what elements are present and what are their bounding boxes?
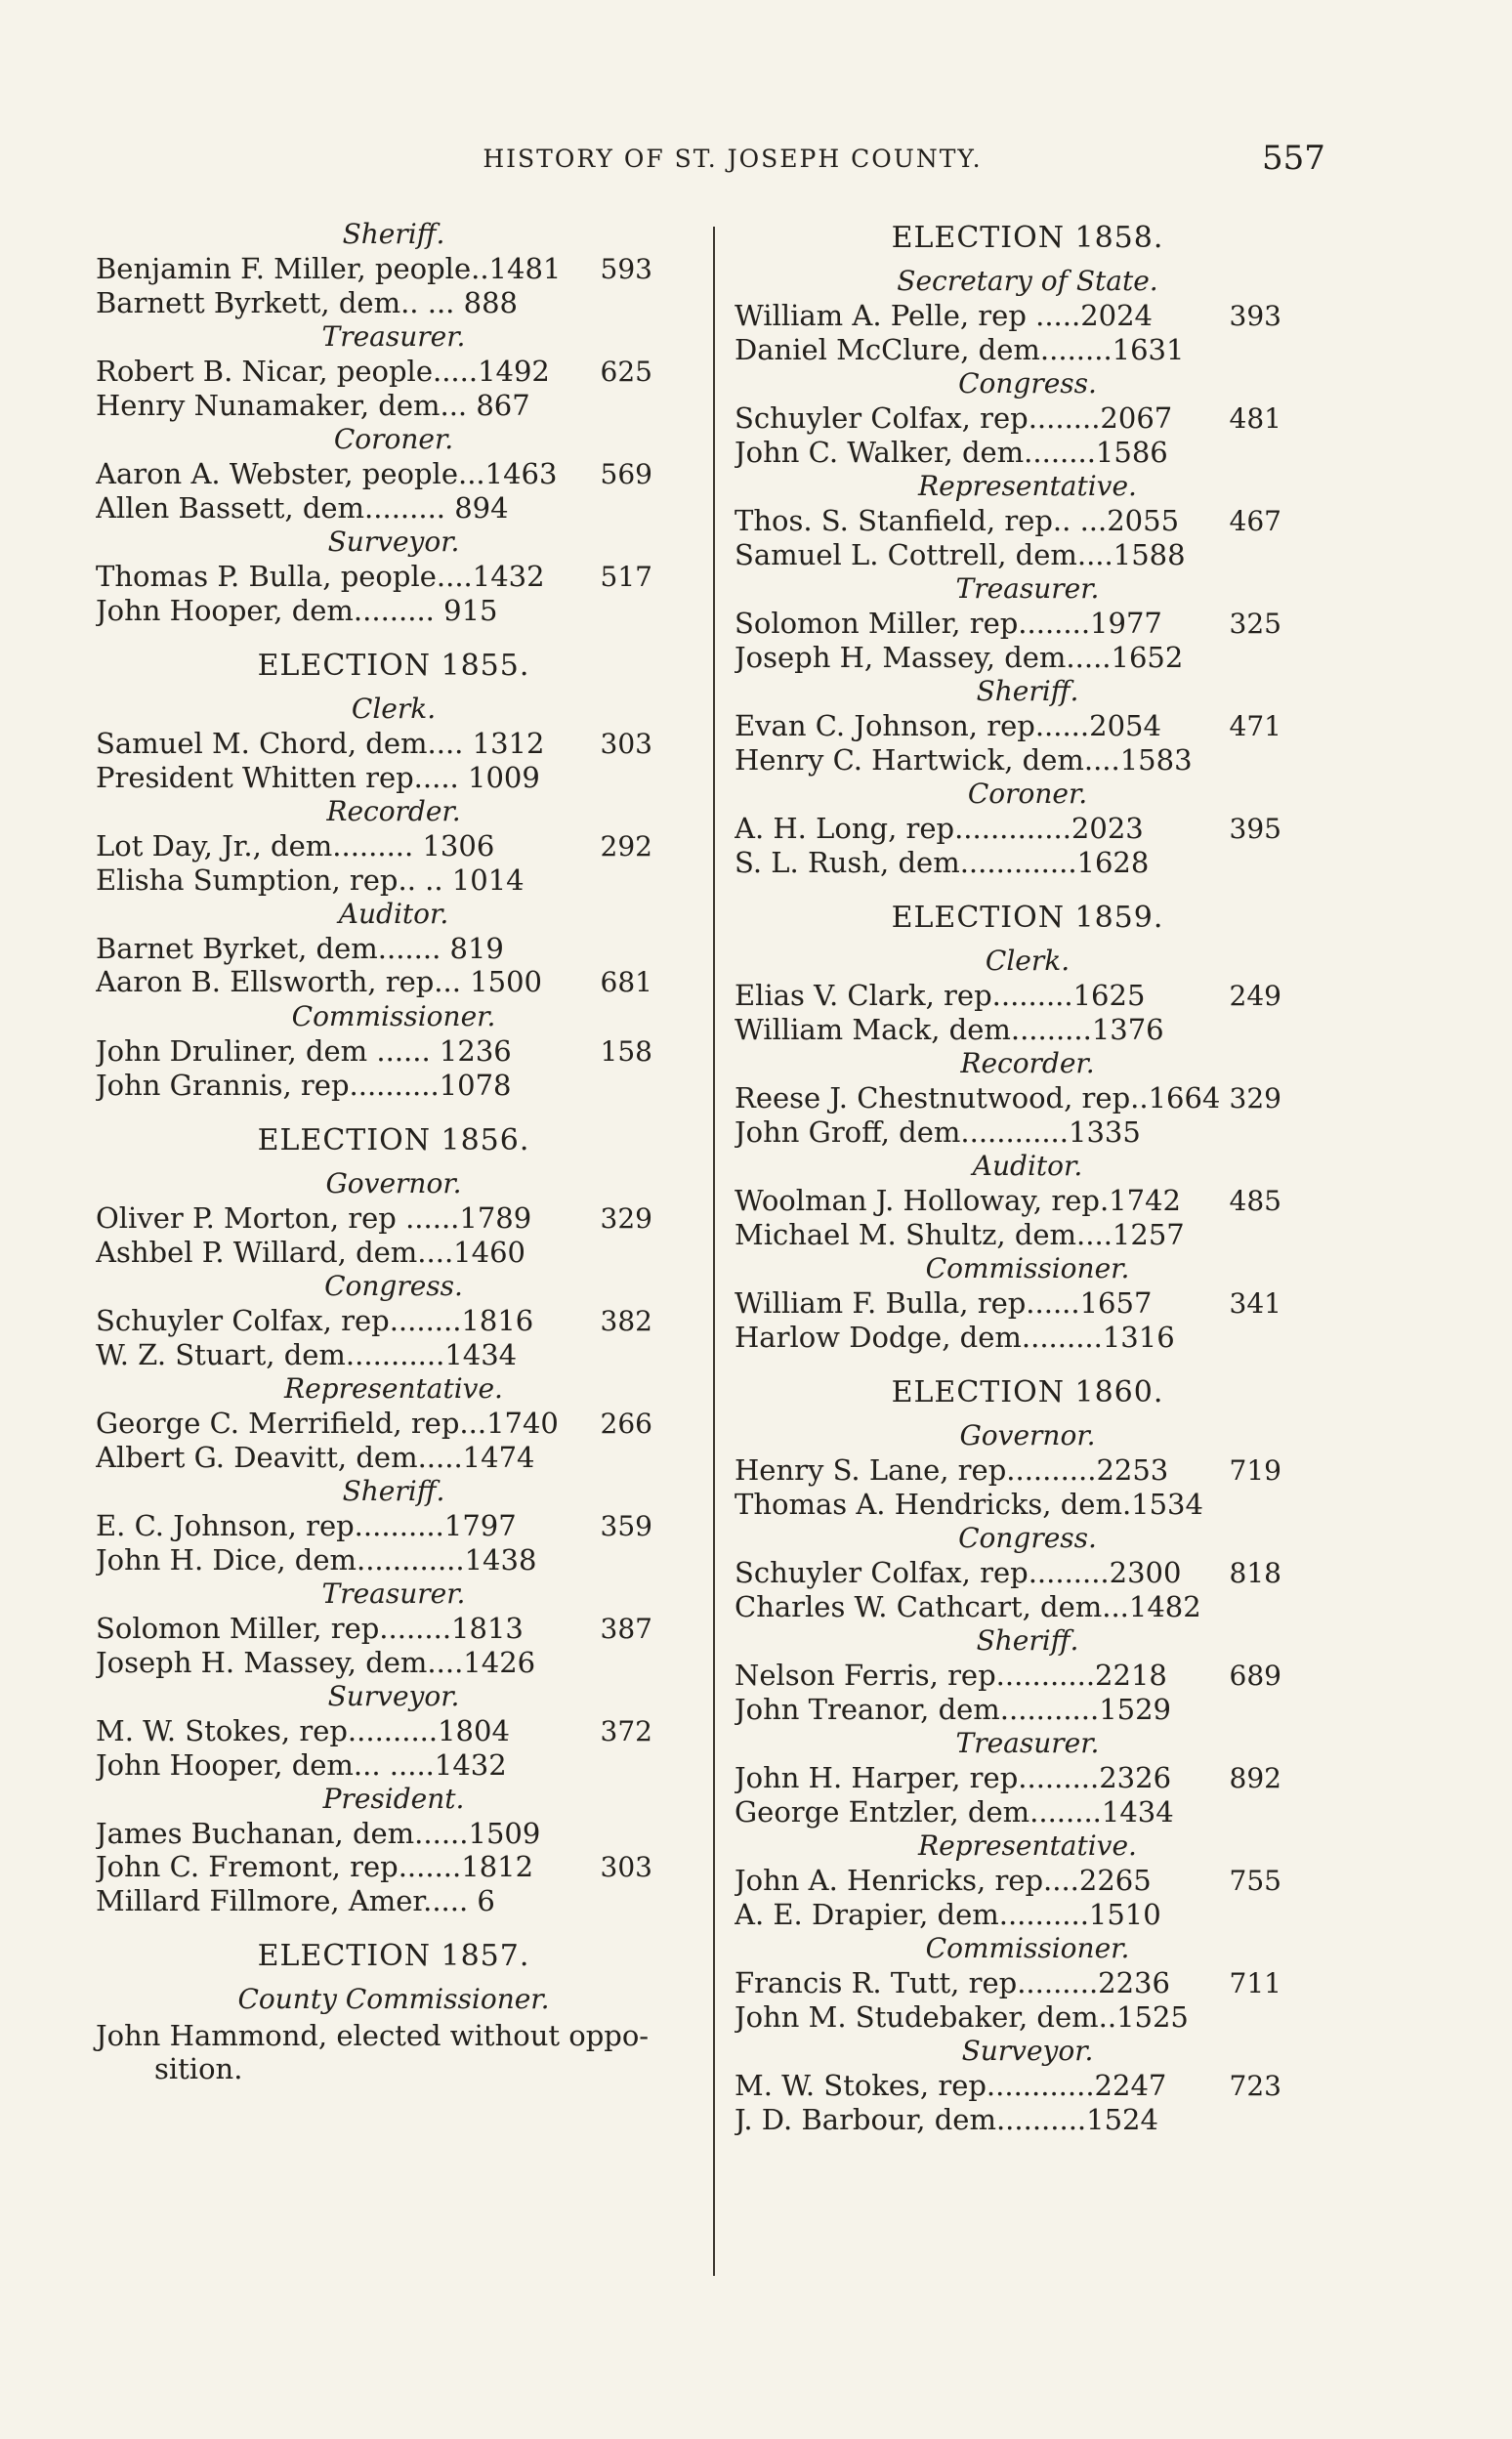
candidate: Thomas P. Bulla, people....1432 (96, 560, 545, 593)
candidate: Joseph H. Massey, dem....1426 (96, 1646, 536, 1679)
candidate: Schuyler Colfax, rep........2067 (735, 401, 1173, 435)
candidate: Michael M. Shultz, dem....1257 (735, 1218, 1185, 1251)
office-heading: Governor. (325, 1167, 462, 1199)
left-column (96, 217, 692, 2085)
candidate: Aaron B. Ellsworth, rep... 1500 (96, 965, 542, 998)
office-heading: President. (322, 1783, 465, 1815)
majority: 249 (1229, 980, 1281, 1012)
result-row (96, 932, 692, 965)
office-heading: Representative. (284, 1372, 503, 1405)
candidate: Thomas A. Hendricks, dem.1534 (735, 1488, 1203, 1521)
candidate: Charles W. Cathcart, dem...1482 (735, 1590, 1201, 1623)
candidate: Samuel M. Chord, dem.... 1312 (96, 727, 545, 760)
candidate: Solomon Miller, rep........1977 (735, 607, 1162, 640)
candidate: Aaron A. Webster, people...1463 (96, 457, 558, 490)
result-row (96, 1304, 692, 1338)
majority: 625 (600, 356, 652, 388)
column-divider (713, 227, 715, 2276)
majority: 593 (600, 253, 652, 285)
candidate: John H. Dice, dem............1438 (96, 1543, 537, 1577)
candidate: Schuyler Colfax, rep........1816 (96, 1304, 534, 1337)
office-heading: Governor. (959, 1419, 1096, 1451)
candidate: John H. Harper, rep.........2326 (735, 1761, 1172, 1794)
candidate: Ashbel P. Willard, dem....1460 (96, 1236, 525, 1269)
office-heading: Commissioner. (925, 1252, 1130, 1284)
candidate: George Entzler, dem........1434 (735, 1795, 1174, 1829)
candidate: Samuel L. Cottrell, dem....1588 (735, 538, 1186, 571)
office-heading: Treasurer. (955, 1727, 1100, 1759)
result-row (735, 1218, 1321, 1251)
candidate: Lot Day, Jr., dem......... 1306 (96, 829, 495, 862)
majority: 755 (1229, 1865, 1281, 1897)
result-row (96, 1407, 692, 1441)
candidate: Evan C. Johnson, rep......2054 (735, 709, 1161, 742)
result-row (96, 560, 692, 594)
result-row (735, 1184, 1321, 1218)
result-row (96, 252, 692, 286)
result-row (735, 1081, 1321, 1115)
office-heading: Recorder. (960, 1047, 1095, 1079)
result-row (96, 1646, 692, 1679)
office-heading: County Commissioner. (237, 1983, 550, 2015)
candidate: A. H. Long, rep.............2023 (735, 812, 1144, 845)
result-row (735, 1864, 1321, 1898)
right-column (735, 217, 1321, 2136)
candidate: John Groff, dem............1335 (735, 1115, 1141, 1149)
result-row (735, 299, 1321, 333)
office-heading: Treasurer. (955, 572, 1100, 605)
result-row (96, 1817, 692, 1850)
candidate: Nelson Ferris, rep...........2218 (735, 1659, 1167, 1692)
result-row (96, 1338, 692, 1371)
majority: 689 (1229, 1660, 1281, 1692)
majority: 471 (1229, 710, 1281, 742)
office-heading: Representative. (918, 1829, 1137, 1862)
result-row (735, 504, 1321, 538)
result-row (96, 1509, 692, 1543)
majority: 711 (1229, 1967, 1281, 1999)
office-heading: Treasurer. (321, 320, 466, 353)
majority: 818 (1229, 1557, 1281, 1589)
result-row (96, 1748, 692, 1782)
result-row (96, 1236, 692, 1269)
candidate: Henry S. Lane, rep..........2253 (735, 1453, 1169, 1487)
candidate: James Buchanan, dem......1509 (96, 1817, 541, 1850)
office-heading: Congress. (958, 1522, 1097, 1554)
result-row (735, 1966, 1321, 2000)
result-row (735, 1659, 1321, 1693)
election-heading: ELECTION 1857. (257, 1939, 530, 1973)
candidate: W. Z. Stuart, dem...........1434 (96, 1338, 518, 1371)
candidate: Oliver P. Morton, rep ......1789 (96, 1201, 532, 1235)
candidate: E. C. Johnson, rep..........1797 (96, 1509, 517, 1542)
page-header (0, 139, 1512, 184)
result-row (96, 965, 692, 999)
majority: 303 (600, 1851, 652, 1883)
candidate: Daniel McClure, dem........1631 (735, 333, 1185, 366)
result-row (735, 436, 1321, 469)
majority: 467 (1229, 505, 1281, 537)
majority: 719 (1229, 1454, 1281, 1487)
result-row (735, 979, 1321, 1013)
candidate: John A. Henricks, rep....2265 (735, 1864, 1152, 1897)
office-heading: Congress. (324, 1270, 463, 1302)
candidate: Francis R. Tutt, rep.........2236 (735, 1966, 1170, 1999)
result-row (96, 1612, 692, 1646)
result-row (735, 1013, 1321, 1046)
result-row (96, 1714, 692, 1748)
office-heading: Coroner. (333, 423, 454, 455)
result-row (735, 641, 1321, 674)
candidate: Barnet Byrket, dem....... 819 (96, 932, 504, 965)
candidate: Reese J. Chestnutwood, rep..1664 (735, 1081, 1221, 1114)
result-row (735, 709, 1321, 743)
result-row (96, 761, 692, 794)
candidate: A. E. Drapier, dem..........1510 (735, 1898, 1161, 1931)
result-row (96, 1543, 692, 1577)
candidate: Albert G. Deavitt, dem.....1474 (96, 1441, 535, 1474)
candidate: Benjamin F. Miller, people..1481 (96, 252, 562, 285)
candidate: J. D. Barbour, dem..........1524 (735, 2103, 1158, 2136)
majority: 341 (1229, 1287, 1281, 1320)
office-heading: Surveyor. (327, 1680, 460, 1712)
result-row (96, 1884, 692, 1917)
majority: 681 (600, 966, 652, 998)
result-row (735, 2103, 1321, 2136)
result-row (735, 1115, 1321, 1149)
result-row (96, 863, 692, 897)
majority: 485 (1229, 1185, 1281, 1217)
result-row (96, 286, 692, 319)
office-heading: Surveyor. (961, 2035, 1094, 2067)
majority: 723 (1229, 2070, 1281, 2102)
candidate: John C. Walker, dem........1586 (735, 436, 1168, 469)
candidate: Robert B. Nicar, people.....1492 (96, 355, 550, 388)
candidate: Henry Nunamaker, dem... 867 (96, 389, 530, 422)
result-row (96, 1850, 692, 1884)
majority: 393 (1229, 300, 1281, 332)
candidate: John Hooper, dem... .....1432 (96, 1748, 507, 1782)
result-row (96, 355, 692, 389)
result-row (735, 1795, 1321, 1829)
majority: 292 (600, 830, 652, 862)
office-heading: Clerk. (351, 693, 437, 725)
office-heading: Commissioner. (925, 1932, 1130, 1964)
office-heading: Treasurer. (321, 1577, 466, 1610)
result-row (735, 846, 1321, 879)
result-row (735, 1488, 1321, 1521)
office-heading: Secretary of State. (897, 265, 1158, 297)
note-text (96, 2019, 692, 2085)
office-heading: Auditor. (338, 898, 449, 930)
candidate: Harlow Dodge, dem.........1316 (735, 1321, 1175, 1354)
candidate: Barnett Byrkett, dem.. ... 888 (96, 286, 518, 319)
result-row (96, 1441, 692, 1474)
result-row (735, 333, 1321, 366)
result-row (96, 491, 692, 525)
candidate: John Hooper, dem......... 915 (96, 594, 498, 627)
running-title: HISTORY OF ST. JOSEPH COUNTY. (483, 145, 983, 173)
majority: 481 (1229, 402, 1281, 435)
candidate: William A. Pelle, rep .....2024 (735, 299, 1154, 332)
office-heading: Sheriff. (976, 675, 1079, 707)
office-heading: Recorder. (326, 795, 461, 827)
result-row (735, 1321, 1321, 1354)
majority: 329 (1229, 1082, 1281, 1114)
majority: 266 (600, 1408, 652, 1440)
candidate: Joseph H, Massey, dem.....1652 (735, 641, 1184, 674)
majority: 517 (600, 561, 652, 593)
result-row (96, 457, 692, 491)
majority: 892 (1229, 1762, 1281, 1794)
office-heading: Sheriff. (976, 1624, 1079, 1657)
candidate: George C. Merrifield, rep...1740 (96, 1407, 559, 1440)
election-heading: ELECTION 1855. (257, 649, 530, 683)
page-number: 557 (1262, 139, 1325, 178)
majority: 569 (600, 458, 652, 490)
office-heading: Representative. (918, 470, 1137, 502)
candidate: President Whitten rep..... 1009 (96, 761, 540, 794)
result-row (735, 1286, 1321, 1321)
majority: 303 (600, 728, 652, 760)
majority: 372 (600, 1715, 652, 1747)
result-row (735, 1453, 1321, 1488)
candidate: Allen Bassett, dem......... 894 (96, 491, 509, 525)
result-row (735, 607, 1321, 641)
candidate: John Grannis, rep..........1078 (96, 1069, 512, 1102)
note-line: sition. (154, 2052, 243, 2085)
candidate: Woolman J. Holloway, rep.1742 (735, 1184, 1181, 1217)
candidate: John Treanor, dem...........1529 (735, 1693, 1171, 1726)
result-row (735, 1556, 1321, 1590)
result-row (96, 1201, 692, 1236)
majority: 395 (1229, 813, 1281, 845)
majority: 158 (600, 1035, 652, 1068)
result-row (735, 812, 1321, 846)
result-row (735, 2000, 1321, 2034)
result-row (735, 1761, 1321, 1795)
result-row (735, 538, 1321, 571)
result-row (735, 1590, 1321, 1623)
candidate: Henry C. Hartwick, dem....1583 (735, 743, 1193, 777)
office-heading: Clerk. (985, 945, 1071, 977)
election-heading: ELECTION 1858. (891, 221, 1164, 255)
office-heading: Sheriff. (342, 1475, 445, 1507)
majority: 359 (600, 1510, 652, 1542)
result-row (96, 389, 692, 422)
candidate: Schuyler Colfax, rep.........2300 (735, 1556, 1182, 1589)
office-heading: Commissioner. (291, 1000, 496, 1032)
majority: 329 (600, 1202, 652, 1235)
result-row (96, 1069, 692, 1102)
candidate: Thos. S. Stanfield, rep.. ...2055 (735, 504, 1180, 537)
candidate: John Druliner, dem ...... 1236 (96, 1034, 512, 1068)
candidate: S. L. Rush, dem.............1628 (735, 846, 1150, 879)
result-row (96, 727, 692, 761)
result-row (735, 1898, 1321, 1931)
majority: 387 (600, 1613, 652, 1645)
candidate: John M. Studebaker, dem..1525 (735, 2000, 1189, 2034)
result-row (96, 594, 692, 627)
election-heading: ELECTION 1860. (891, 1375, 1164, 1409)
candidate: Elisha Sumption, rep.. .. 1014 (96, 863, 525, 897)
office-heading: Congress. (958, 367, 1097, 399)
note-line: John Hammond, elected without oppo- (96, 2019, 650, 2052)
result-row (735, 2069, 1321, 2103)
result-row (735, 743, 1321, 777)
candidate: William F. Bulla, rep......1657 (735, 1286, 1153, 1320)
election-heading: ELECTION 1859. (891, 901, 1164, 935)
office-heading: Sheriff. (342, 218, 445, 250)
candidate: Millard Fillmore, Amer..... 6 (96, 1884, 495, 1917)
office-heading: Coroner. (967, 778, 1088, 810)
office-heading: Auditor. (972, 1150, 1083, 1182)
result-row (96, 829, 692, 863)
candidate: William Mack, dem.........1376 (735, 1013, 1164, 1046)
candidate: M. W. Stokes, rep..........1804 (96, 1714, 510, 1747)
majority: 382 (600, 1305, 652, 1337)
candidate: John C. Fremont, rep.......1812 (96, 1850, 534, 1883)
result-row (735, 401, 1321, 436)
election-heading: ELECTION 1856. (257, 1123, 530, 1157)
result-row (96, 1034, 692, 1069)
candidate: Solomon Miller, rep........1813 (96, 1612, 524, 1645)
office-heading: Surveyor. (327, 526, 460, 558)
candidate: M. W. Stokes, rep............2247 (735, 2069, 1167, 2102)
candidate: Elias V. Clark, rep.........1625 (735, 979, 1146, 1012)
result-row (735, 1693, 1321, 1726)
majority: 325 (1229, 608, 1281, 640)
